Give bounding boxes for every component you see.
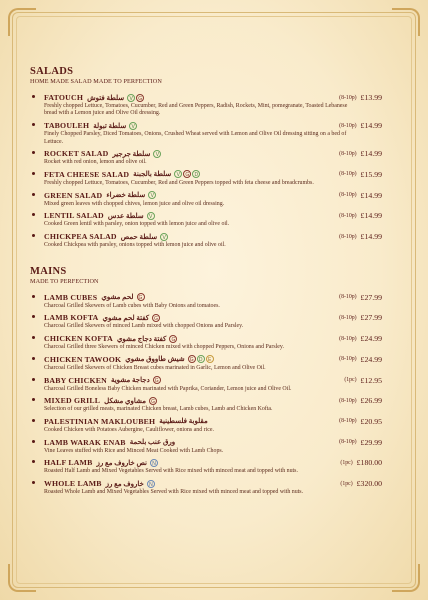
dietary-badge-icon: G [136, 94, 144, 102]
menu-item-header [44, 312, 382, 323]
menu-item [30, 148, 382, 166]
menu-item-description: Cooked Green lentil with parsley, onion topped with lemon juice and olive oil. [44, 221, 230, 228]
dietary-badges [127, 94, 145, 102]
dietary-badge-icon: V [174, 170, 182, 178]
menu-content [30, 66, 382, 499]
menu-item [30, 120, 382, 146]
menu-item-header [44, 231, 382, 242]
menu-item-name: LENTIL SALAD [44, 211, 104, 221]
menu-item-description: Cooked Chicken with Potatoes Aubergine, Cauliflower, onions and rice. [44, 426, 214, 433]
menu-item-portion: (8-10p) [339, 314, 357, 321]
dietary-badge-icon: N [150, 459, 158, 467]
menu-item-arabic-name: دجاجة مشوية [110, 376, 150, 385]
section-subtitle: HOME MADE SALAD MADE TO PERFECTION [30, 78, 162, 85]
bullet-icon [32, 234, 35, 237]
dietary-badge-icon: E [206, 355, 214, 363]
dietary-badge-icon: V [148, 191, 156, 199]
menu-item-portion: (8-10p) [339, 418, 357, 425]
menu-item-name: CHICKEN KOFTA [44, 334, 113, 344]
menu-item-arabic-name: سلطة خضراء [106, 191, 146, 200]
dietary-badges [153, 150, 162, 158]
menu-item-price: £24.99 [360, 354, 382, 364]
menu-item-price: £15.99 [360, 169, 382, 179]
menu-item-price: £14.99 [360, 232, 382, 242]
menu-item-name: LAMB CUBES [44, 292, 98, 302]
menu-item-header [44, 169, 382, 180]
section-title: MAINS [30, 265, 67, 277]
menu-item-description: Charcoal Grilled three Skewers of minced Chicken mixed with chopped Peppers, Onions and Parsley. [44, 344, 284, 351]
menu-item-price: £320.00 [356, 479, 382, 489]
dietary-badges [147, 480, 156, 488]
menu-item-description: Mixed green leaves with chopped chives, lemon juice and olive oil dressing. [44, 200, 225, 207]
menu-item [30, 231, 382, 249]
menu-item-header [44, 478, 382, 489]
bullet-icon [32, 95, 35, 98]
menu-item-header [44, 457, 382, 468]
menu-item-header [44, 416, 382, 427]
dietary-badge-icon: G [149, 397, 157, 405]
menu-item [30, 437, 382, 455]
bullet-icon [32, 481, 35, 484]
dietary-badge-icon: V [127, 94, 135, 102]
corner-ornament [392, 564, 420, 592]
bullet-icon [32, 357, 35, 360]
corner-ornament [392, 8, 420, 36]
bullet-icon [32, 378, 35, 381]
bullet-icon [32, 295, 35, 298]
menu-item-arabic-name: كفتة لحم مشوي [102, 313, 150, 322]
menu-item-header [44, 120, 382, 131]
menu-item-portion: (8-10p) [339, 294, 357, 301]
dietary-badge-icon: G [137, 293, 145, 301]
menu-item-description: Charcoal Grilled Skewers of minced Lamb mixed with chopped Onions and Parsley. [44, 323, 244, 330]
dietary-badge-icon: G [153, 376, 161, 384]
dietary-badges [160, 233, 169, 241]
menu-item [30, 190, 382, 208]
menu-item [30, 210, 382, 228]
menu-item-portion: (8-10p) [339, 150, 357, 157]
menu-item [30, 169, 382, 187]
menu-item-price: £27.99 [360, 313, 382, 323]
menu-item [30, 292, 382, 310]
menu-item-price: £14.99 [360, 149, 382, 159]
menu-item-arabic-name: ورق عنب بلحمة [129, 438, 176, 447]
menu-item-name: ROCKET SALAD [44, 149, 109, 159]
dietary-badge-icon: G [183, 170, 191, 178]
menu-item-arabic-name: مقلوبة فلسطينية [159, 417, 208, 426]
menu-item-header [44, 292, 382, 303]
bullet-icon [32, 440, 35, 443]
menu-item-arabic-name: سلطة فتوش [87, 93, 125, 102]
menu-item [30, 312, 382, 330]
menu-item-name: LAMB WARAK ENAB [44, 437, 126, 447]
menu-item-price: £26.99 [360, 396, 382, 406]
menu-item-arabic-name: كفتة دجاج مشوي [116, 334, 167, 343]
corner-ornament [8, 564, 36, 592]
menu-item-name: FETA CHEESE SALAD [44, 169, 130, 179]
menu-item-header [44, 333, 382, 344]
menu-item-header [44, 437, 382, 448]
dietary-badge-icon: D [192, 170, 200, 178]
menu-item-arabic-name: سلطة جرجير [112, 149, 151, 158]
menu-item-price: £29.99 [360, 437, 382, 447]
menu-item-arabic-name: سلطة عدس [107, 211, 144, 220]
menu-item-arabic-name: خاروف مع رز [105, 479, 144, 488]
menu-item-description: Charcoal Grilled Skewers of Chicken Breast cubes marinated in Garlic, Lemon and Olive Oil. [44, 364, 266, 371]
menu-item [30, 375, 382, 393]
menu-item-price: £24.99 [360, 334, 382, 344]
corner-ornament [8, 8, 36, 36]
menu-item [30, 457, 382, 475]
menu-item-name: PALESTINIAN MAKLOUBEH [44, 416, 156, 426]
menu-item-arabic-name: نص خاروف مع رز [96, 458, 148, 467]
menu-item-header [44, 395, 382, 406]
bullet-icon [32, 172, 35, 175]
menu-item-portion: (8-10p) [339, 335, 357, 342]
menu-item-name: FATOUCH [44, 93, 84, 102]
bullet-icon [32, 336, 35, 339]
menu-item-portion: (8-10p) [339, 212, 357, 219]
dietary-badge-icon: V [129, 122, 137, 130]
menu-item-header [44, 190, 382, 201]
menu-item-arabic-name: سلطة حمص [120, 232, 158, 241]
bullet-icon [32, 213, 35, 216]
menu-item-arabic-name: سلطة بالجبنة [133, 170, 172, 179]
dietary-badge-icon: D [197, 355, 205, 363]
dietary-badges [188, 355, 215, 363]
menu-item-description: Charcoal Grilled Skewers of Lamb cubes with Baby Onions and tomatoes. [44, 302, 220, 309]
dietary-badges [150, 459, 159, 467]
section-subtitle: MADE TO PERFECTION [30, 277, 99, 285]
menu-item-header [44, 92, 382, 103]
menu-item-header [44, 375, 382, 386]
menu-item-portion: (1pc) [340, 480, 353, 487]
menu-item-price: £14.99 [360, 121, 382, 131]
dietary-badge-icon: V [160, 233, 168, 241]
dietary-badge-icon: G [169, 335, 177, 343]
menu-item-price: £27.99 [360, 292, 382, 302]
menu-item [30, 395, 382, 413]
bullet-icon [32, 151, 35, 154]
menu-item-portion: (8-10p) [339, 171, 357, 178]
menu-item-arabic-name: مشاوي مشكل [104, 396, 147, 405]
menu-item-name: GREEN SALAD [44, 190, 103, 200]
dietary-badge-icon: N [147, 480, 155, 488]
section-title: SALADS [30, 66, 74, 77]
menu-item-description: Charcoal Grilled Boneless Baby Chicken marinated with Paprika, Coriander, Lemon juice and Olive Oil. [44, 385, 292, 392]
menu-item-portion: (8-10p) [339, 192, 357, 199]
menu-item-price: £180.00 [356, 458, 382, 468]
menu-item-header [44, 148, 382, 159]
dietary-badges [169, 335, 178, 343]
menu-item-price: £20.95 [360, 416, 382, 426]
menu-item-arabic-name: لحم مشوي [101, 293, 134, 302]
dietary-badges [148, 191, 157, 199]
dietary-badges [174, 170, 201, 178]
menu-item-price: £12.95 [360, 375, 382, 385]
menu-item-description: Roasted Half Lamb and Mixed Vegetables Served with Rice mixed with minced meat and topped with nuts. [44, 468, 298, 475]
menu-item-name: MIXED GRILL [44, 396, 101, 406]
menu-item-price: £13.99 [360, 93, 382, 102]
menu-item-description: Selection of our grilled meats, marinated Chicken breast, Lamb cubes, Lamb and Chicken Kofta. [44, 406, 273, 413]
menu-item-description: Finely Chopped Parsley, Diced Tomatoes, Onions, Crushed Wheat served with Lemon and Olive Oil dressing sitting on a bed of Lettuce. [44, 131, 347, 145]
menu-item-portion: (8-10p) [339, 356, 357, 363]
dietary-badges [147, 212, 156, 220]
menu-item-portion: (8-10p) [339, 397, 357, 404]
menu-item-name: HALF LAMB [44, 458, 93, 468]
menu-item-name: CHICKPEA SALAD [44, 232, 117, 242]
menu-item-description: Freshly chopped Lettuce, Tomatoes, Cucumber, Red and Green Peppers, Radish, Rockets, Mint, pomegranate, Toasted Lebanese bread with a Lemon juice and Olive Oil dressing. [44, 103, 348, 117]
menu-item-header [44, 210, 382, 221]
menu-item-description: Freshly chopped Lettuce, Tomatoes, Cucumber, Red and Green Peppers topped with feta cheese and breadcrumbs. [44, 179, 314, 186]
menu-item [30, 416, 382, 434]
menu-item [30, 478, 382, 496]
menu-item-portion: (8-10p) [339, 94, 357, 101]
menu-item-header [44, 354, 382, 365]
bullet-icon [32, 398, 35, 401]
bullet-icon [32, 419, 35, 422]
dietary-badges [137, 293, 146, 301]
menu-item-name: TABOULEH [44, 121, 90, 131]
dietary-badges [152, 314, 161, 322]
menu-item-name: BABY CHICKEN [44, 375, 107, 385]
dietary-badges [129, 122, 138, 130]
dietary-badge-icon: G [188, 355, 196, 363]
menu-item-name: WHOLE LAMB [44, 479, 102, 489]
menu-item [30, 354, 382, 372]
menu-item-price: £14.99 [360, 190, 382, 200]
menu-item-arabic-name: سلطة تبولة [93, 121, 127, 130]
bullet-icon [32, 460, 35, 463]
menu-item-description: Cooked Chickpea with parsley, onions topped with lemon juice and olive oil. [44, 242, 226, 249]
dietary-badges [149, 397, 158, 405]
dietary-badge-icon: V [147, 212, 155, 220]
menu-item-portion: (1pc) [344, 377, 357, 384]
menu-item [30, 333, 382, 351]
dietary-badge-icon: V [153, 150, 161, 158]
menu-item-description: Vine Leaves stuffed with Rice and Minced Meat Cooked with Lamb Chops. [44, 447, 224, 454]
menu-item-portion: (1pc) [340, 459, 353, 466]
bullet-icon [32, 193, 35, 196]
menu-item-portion: (8-10p) [339, 233, 357, 240]
menu-item-description: Rocket with red onion, lemon and olive oil. [44, 159, 147, 166]
menu-item-arabic-name: شيش طاووق مشوي [125, 355, 185, 364]
menu-item-portion: (8-10p) [339, 122, 357, 129]
bullet-icon [32, 315, 35, 318]
menu-item-portion: (8-10p) [339, 439, 357, 446]
dietary-badge-icon: G [152, 314, 160, 322]
section-gap [30, 252, 382, 266]
menu-item-name: LAMB KOFTA [44, 313, 99, 323]
bullet-icon [32, 123, 35, 126]
dietary-badges [153, 376, 162, 384]
menu-item [30, 92, 382, 118]
menu-item-price: £14.99 [360, 211, 382, 221]
menu-item-name: CHICKEN TAWOOK [44, 354, 122, 364]
menu-item-description: Roasted Whole Lamb and Mixed Vegetables Served with Rice mixed with minced meat and topped with nuts. [44, 489, 304, 496]
